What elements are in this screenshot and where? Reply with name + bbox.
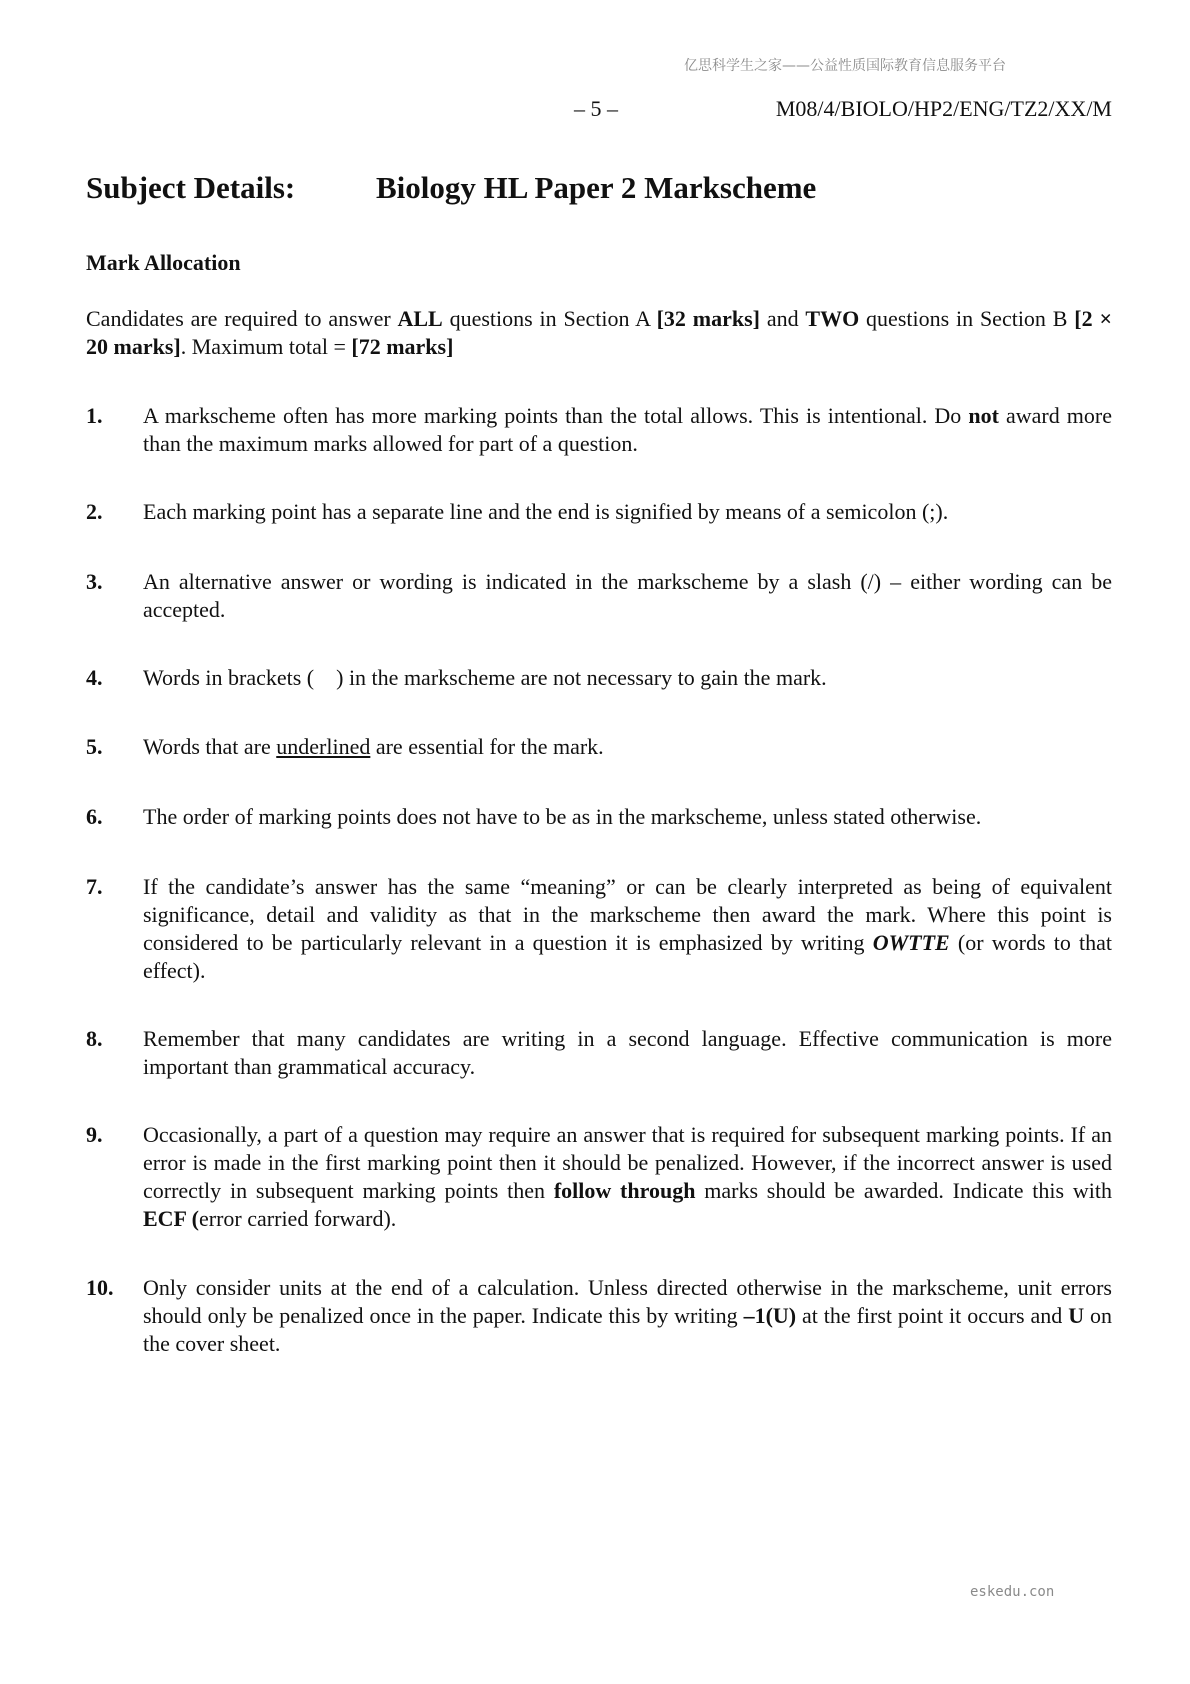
marking-rule-9: 9. Occasionally, a part of a question may require an answer that is required for subsequent marking points. If an error is made in the first marking point then it should be penalized. However, if the incorrect answer is used correctly in subsequent marking points then follow through marks should be awarded. Indicate this with ECF (error carried forward). (86, 1122, 1112, 1231)
rule-number: 10. (86, 1275, 114, 1300)
marking-rule-3: 3. An alternative answer or wording is indicated in the markscheme by a slash (/) – either wording can be accepted. (86, 569, 1112, 622)
page-number: – 5 – (574, 96, 618, 121)
subject-details (86, 170, 816, 206)
marking-rule-5: 5. Words that are underlined are essential for the mark. (86, 734, 604, 759)
rule-number: 4. (86, 665, 103, 690)
watermark-header: 亿思科学生之家——公益性质国际教育信息服务平台 (684, 58, 1006, 74)
rule-number: 6. (86, 804, 103, 829)
rule-number: 7. (86, 874, 103, 899)
document-code: M08/4/BIOLO/HP2/ENG/TZ2/XX/M (775, 96, 1112, 121)
marking-rule-7: 7. If the candidate’s answer has the same “meaning” or can be clearly interpreted as being of equivalent significance, detail and validity as that in the markscheme then award the mark. Where this point is considered to be particularly relevant in a question it is emphasized by writing OWTTE (or words to that effect). (86, 874, 1112, 983)
marking-rule-2: 2. Each marking point has a separate line and the end is signified by means of a semicolon (;). (86, 499, 949, 524)
watermark-footer: eskedu.con (970, 1584, 1055, 1600)
rule-number: 3. (86, 569, 103, 594)
marking-rule-4: 4. Words in brackets ( ) in the markscheme are not necessary to gain the mark. (86, 665, 827, 690)
rule-number: 1. (86, 403, 103, 428)
rule-number: 9. (86, 1122, 103, 1147)
mark-allocation-heading: Mark Allocation (86, 250, 241, 275)
rule-number: 8. (86, 1026, 103, 1051)
marking-rules-list (86, 402, 1112, 1358)
subject-value: Biology HL Paper 2 Markscheme (376, 170, 817, 205)
marking-rule-10: 10. Only consider units at the end of a calculation. Unless directed otherwise in the markscheme, unit errors should only be penalized once in the paper. Indicate this by writing –1(U) at the first point it occurs and U on the cover sheet. (86, 1275, 1113, 1356)
mark-allocation-text: Candidates are required to answer ALL questions in Section A [32 marks] and TWO questions in Section B [2 × 20 marks]. Maximum total = [72 marks] (86, 306, 1112, 359)
marking-rule-8: 8. Remember that many candidates are writing in a second language. Effective communication is more important than grammatical accuracy. (86, 1026, 1112, 1079)
subject-label: Subject Details: (86, 170, 296, 205)
rule-number: 2. (86, 499, 103, 524)
rule-number: 5. (86, 734, 103, 759)
marking-rule-1: 1. A markscheme often has more marking points than the total allows. This is intentional. Do not award more than the maximum marks allowed for part of a question. (86, 403, 1113, 456)
marking-rule-6: 6. The order of marking points does not have to be as in the markscheme, unless stated otherwise. (86, 804, 982, 829)
